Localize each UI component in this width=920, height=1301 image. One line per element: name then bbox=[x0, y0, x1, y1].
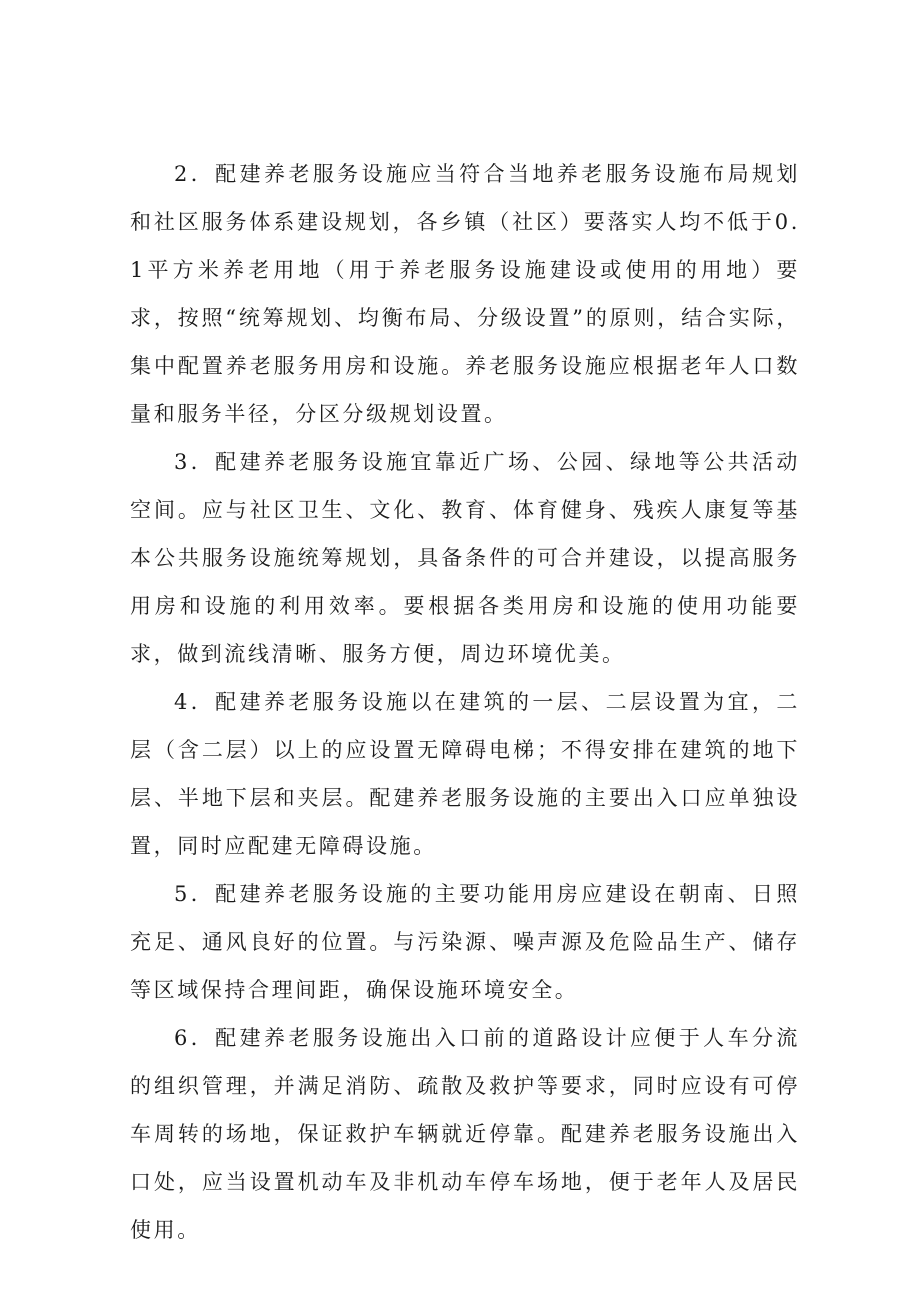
paragraph-item-5: 5．配建养老服务设施的主要功能用房应建设在朝南、日照充足、通风良好的位置。与污染源、噪声源及危险品生产、储存等区域保持合理间距，确保设施环境安全。 bbox=[130, 882, 800, 1002]
paragraph-item-2: 2．配建养老服务设施应当符合当地养老服务设施布局规划和社区服务体系建设规划，各乡镇（社区）要落实人均不低于0.1平方米养老用地（用于养老服务设施建设或使用的用地）要求，按照“统筹规划、均衡布局、分级设置”的原则，结合实际，集中配置养老服务用房和设施。养老服务设施应根据老年人口数量和服务半径，分区分级规划设置。 bbox=[130, 162, 800, 426]
paragraph-item-6: 6．配建养老服务设施出入口前的道路设计应便于人车分流的组织管理，并满足消防、疏散及救护等要求，同时应设有可停车周转的场地，保证救护车辆就近停靠。配建养老服务设施出入口处，应当设置机动车及非机动车停车场地，便于老年人及居民使用。 bbox=[130, 1026, 800, 1242]
document-page bbox=[130, 150, 800, 1254]
paragraph-item-3: 3．配建养老服务设施宜靠近广场、公园、绿地等公共活动空间。应与社区卫生、文化、教育、体育健身、残疾人康复等基本公共服务设施统筹规划，具备条件的可合并建设，以提高服务用房和设施的利用效率。要根据各类用房和设施的使用功能要求，做到流线清晰、服务方便，周边环境优美。 bbox=[130, 450, 800, 666]
paragraph-item-4: 4．配建养老服务设施以在建筑的一层、二层设置为宜，二层（含二层）以上的应设置无障碍电梯；不得安排在建筑的地下层、半地下层和夹层。配建养老服务设施的主要出入口应单独设置，同时应配建无障碍设施。 bbox=[130, 690, 800, 858]
